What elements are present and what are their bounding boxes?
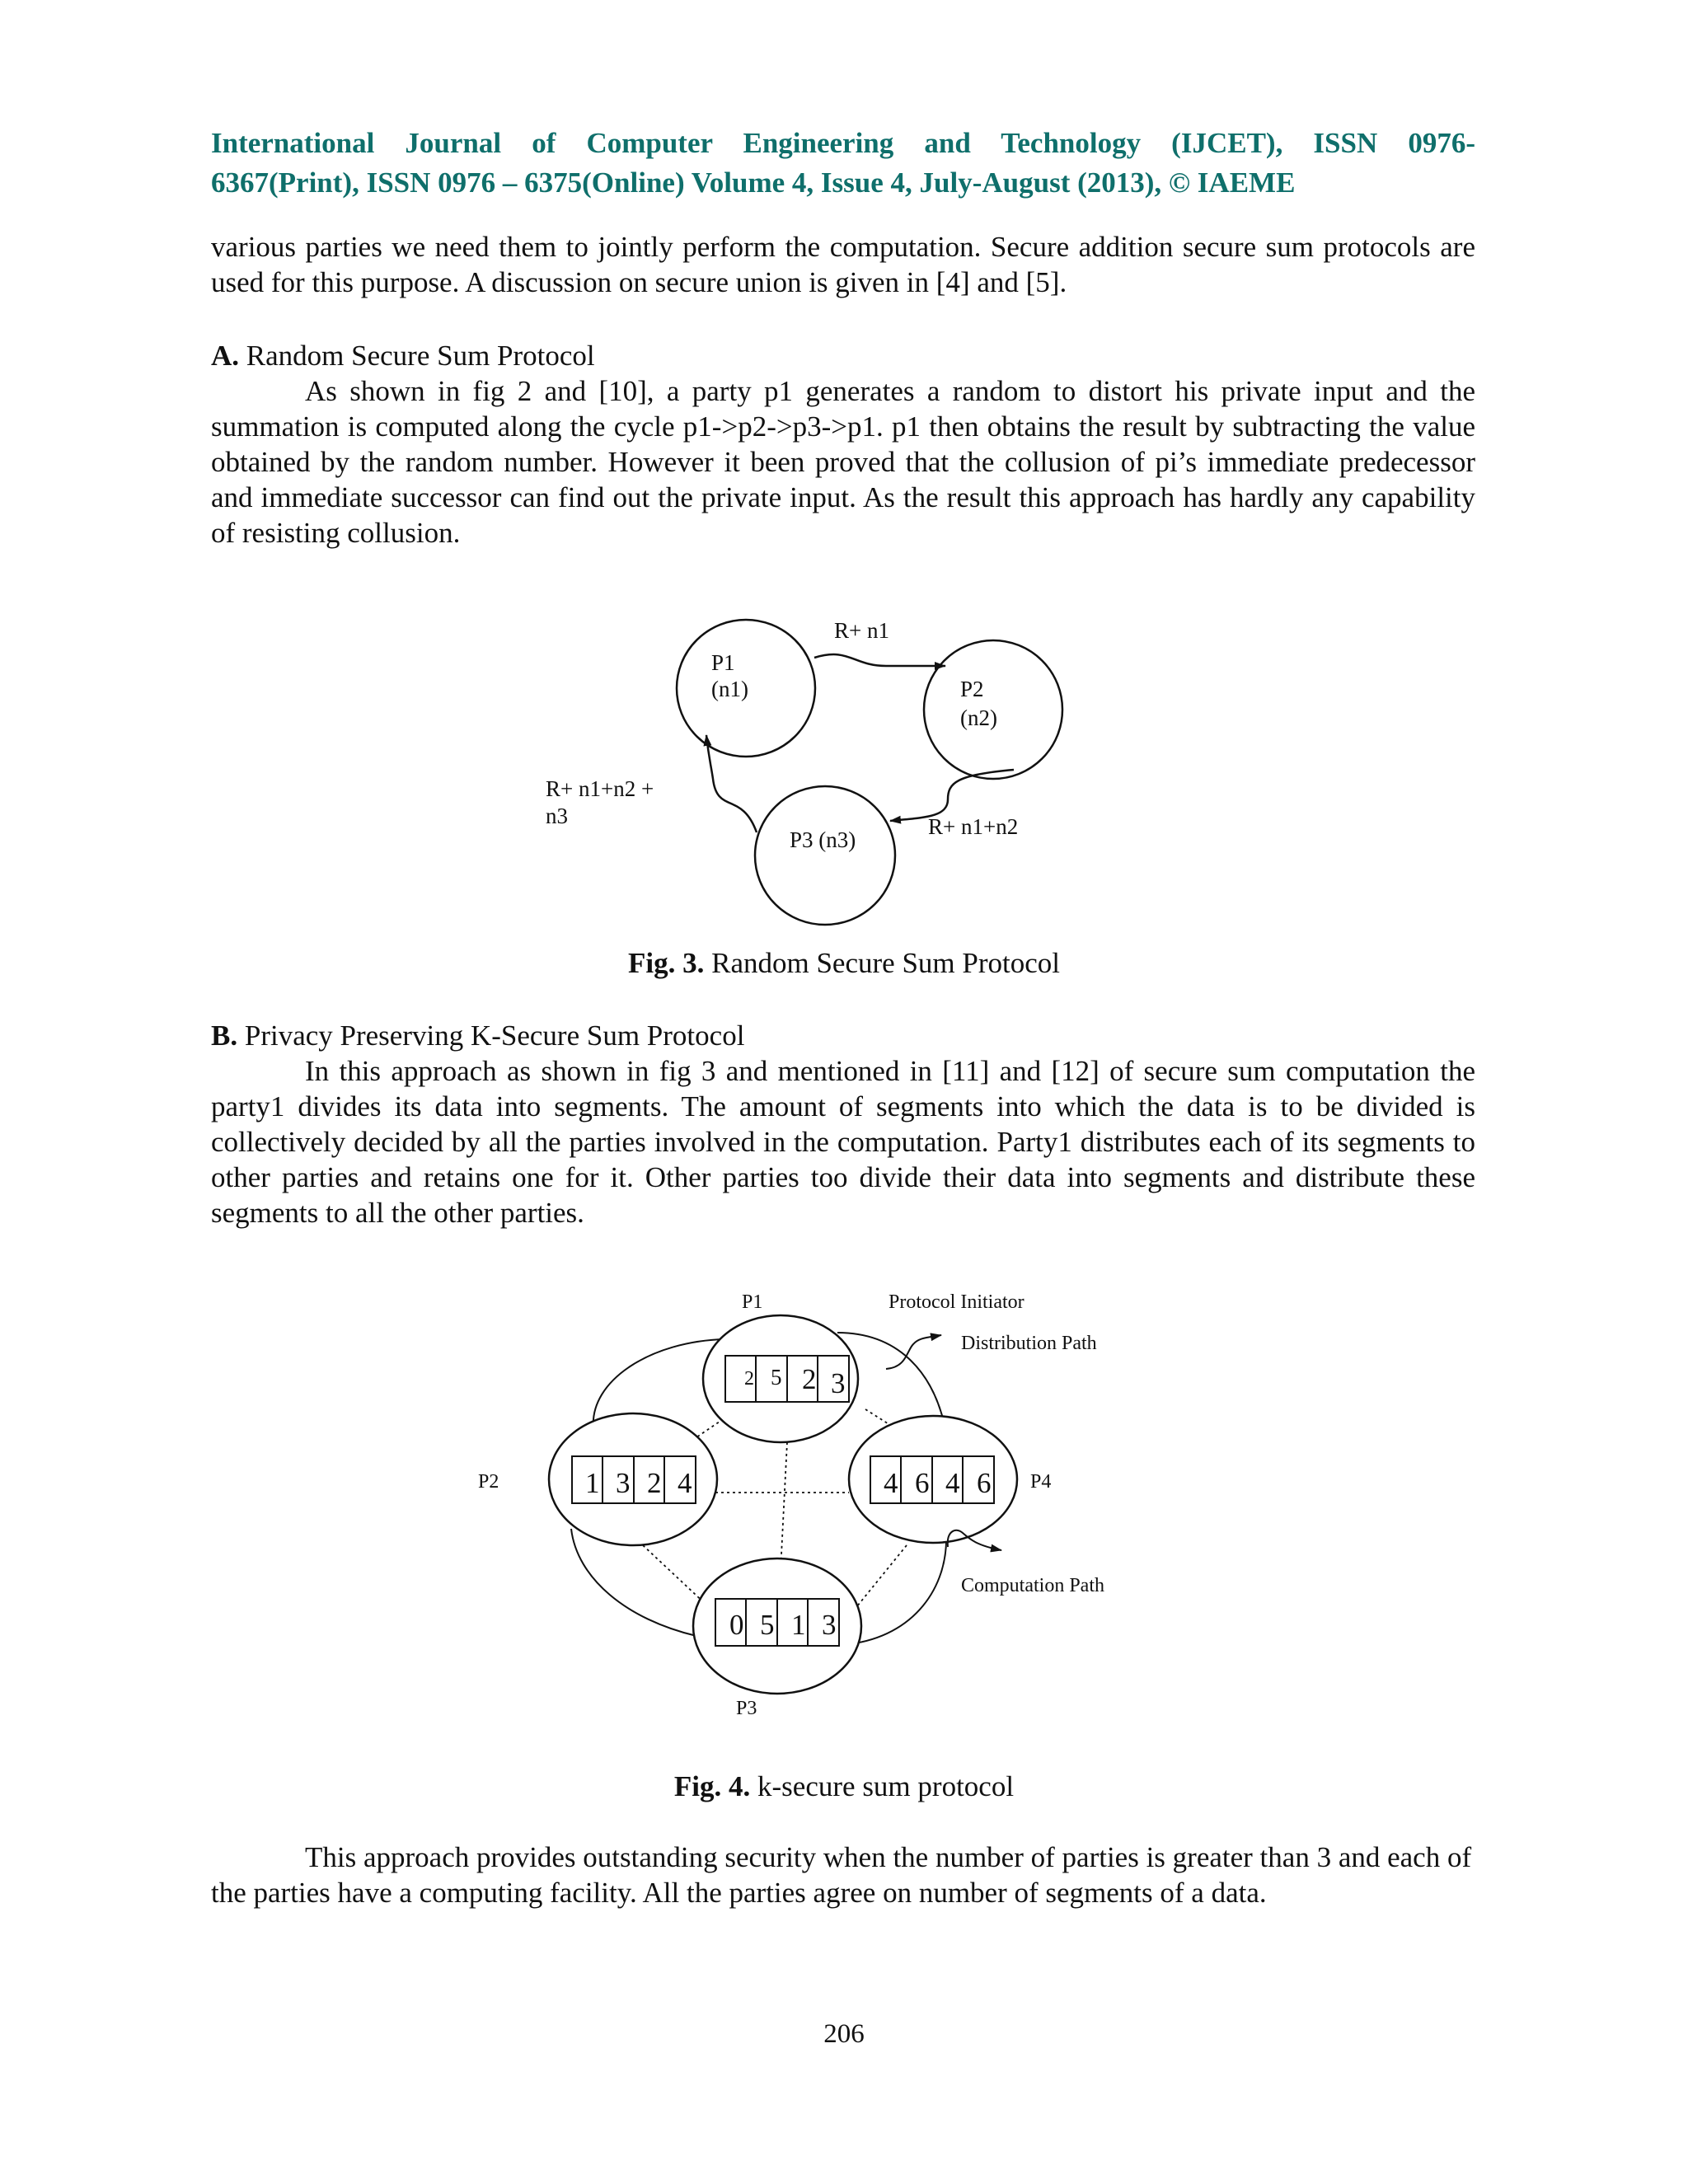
p4-segment-3: 4 xyxy=(945,1467,960,1499)
section-a-heading xyxy=(211,338,595,373)
edge-label-r-n1: R+ n1 xyxy=(834,618,889,643)
p4-segment-1: 4 xyxy=(884,1467,898,1499)
p4-segment-4: 6 xyxy=(977,1467,992,1499)
p2-label: P2 xyxy=(478,1471,499,1493)
distribution-path-label: Distribution Path xyxy=(961,1333,1097,1354)
figure-3-caption-text: Random Secure Sum Protocol xyxy=(711,947,1060,979)
p3-segment-2: 5 xyxy=(760,1609,775,1641)
page-number: 206 xyxy=(823,2019,865,2049)
edge-p1-to-p2 xyxy=(814,654,945,666)
p3-segment-3: 1 xyxy=(791,1609,806,1641)
journal-header-line-2: 6367(Print), ISSN 0976 – 6375(Online) Volume 4, Issue 4, July-August (2013), © IAEME xyxy=(211,166,1296,199)
p2-segment-2: 3 xyxy=(616,1467,631,1499)
figure-3-caption-label: Fig. 3. xyxy=(628,947,705,979)
p2-name: P2 xyxy=(960,677,984,701)
section-a-label: A. xyxy=(211,340,240,372)
section-b-heading xyxy=(211,1018,744,1053)
p3-segment-4: 3 xyxy=(822,1609,837,1641)
figure-3 xyxy=(0,602,1688,931)
p1-label: P1 xyxy=(742,1291,763,1313)
figure-3-diagram xyxy=(0,602,1688,931)
p1-segment-2: 5 xyxy=(771,1365,782,1390)
p2-segment-1: 1 xyxy=(585,1467,600,1499)
section-b-title: Privacy Preserving K-Secure Sum Protocol xyxy=(244,1019,745,1052)
figure-4-caption-label: Fig. 4. xyxy=(673,1770,751,1802)
intro-paragraph: various parties we need them to jointly perform the computation. Secure addition secure sum protocols are used for this purpose. A discussion on secure union is given in [4] and [5]. xyxy=(211,231,1475,298)
figure-4-caption-text: k-secure sum protocol xyxy=(757,1770,1015,1802)
distribution-link-p2-p3 xyxy=(643,1545,709,1607)
p1-value: (n1) xyxy=(711,677,748,701)
section-b-paragraph: In this approach as shown in fig 3 and mentioned in [11] and [12] of secure sum computation the party1 divides its data into segments. The amount of segments into which the data is to be divided is collectively decided by all the parties involved in the computation. Party1 distributes each of its segments to other parties and retains one for it. Other parties too divide their data into segments and distribute these segments to all the other parties. xyxy=(211,1055,1475,1229)
section-a-title: Random Secure Sum Protocol xyxy=(246,340,595,372)
distribution-link-p4-p3 xyxy=(853,1545,907,1611)
protocol-initiator-label: Protocol Initiator xyxy=(889,1291,1025,1313)
p3-node xyxy=(755,786,895,925)
computation-path-label: Computation Path xyxy=(961,1575,1104,1596)
closing-paragraph: This approach provides outstanding security when the number of parties is greater than 3 and each of the parties have a computing facility. All the parties agree on number of segments of a data. xyxy=(211,1841,1472,1909)
p4-label: P4 xyxy=(1030,1471,1052,1493)
p3-label: P3 xyxy=(736,1698,757,1719)
figure-4-caption xyxy=(0,1769,1688,1804)
section-a-paragraph: As shown in fig 2 and [10], a party p1 generates a random to distort his private input and the summation is computed along the cycle p1->p2->p3->p1. p1 then obtains the result by subtracting the value obtained by the random number. However it been proved that the collusion of pi’s immediate predecessor and immediate successor can find out the private input. As the result this approach has hardly any capability of resisting collusion. xyxy=(211,375,1475,549)
p3-segment-1: 0 xyxy=(729,1609,744,1641)
p4-segment-2: 6 xyxy=(915,1467,930,1499)
p3-label: P3 (n3) xyxy=(790,827,856,852)
p2-segment-4: 4 xyxy=(678,1467,692,1499)
computation-arc-p4-p3 xyxy=(849,1535,946,1644)
p1-segment-3: 2 xyxy=(802,1363,817,1395)
section-b-label: B. xyxy=(211,1019,238,1052)
p2-segment-3: 2 xyxy=(647,1467,662,1499)
p2-value: (n2) xyxy=(960,705,997,730)
edge-p2-to-p3 xyxy=(890,770,1014,821)
figure-4-diagram xyxy=(0,1282,1688,1727)
journal-header xyxy=(211,124,1475,203)
p1-name: P1 xyxy=(711,650,735,675)
p1-segment-4: 3 xyxy=(831,1367,846,1399)
figure-4 xyxy=(0,1282,1688,1727)
p1-segment-1: 2 xyxy=(744,1368,754,1390)
edge-label-r-n1-n2-n3-line1: R+ n1+n2 + xyxy=(546,776,654,801)
edge-label-r-n1-n2-n3-line2: n3 xyxy=(546,804,568,828)
edge-label-r-n1-n2: R+ n1+n2 xyxy=(928,814,1019,839)
journal-header-line-1: International Journal of Computer Engineering and Technology (IJCET), ISSN 0976- xyxy=(211,127,1475,159)
figure-3-caption xyxy=(0,945,1688,981)
